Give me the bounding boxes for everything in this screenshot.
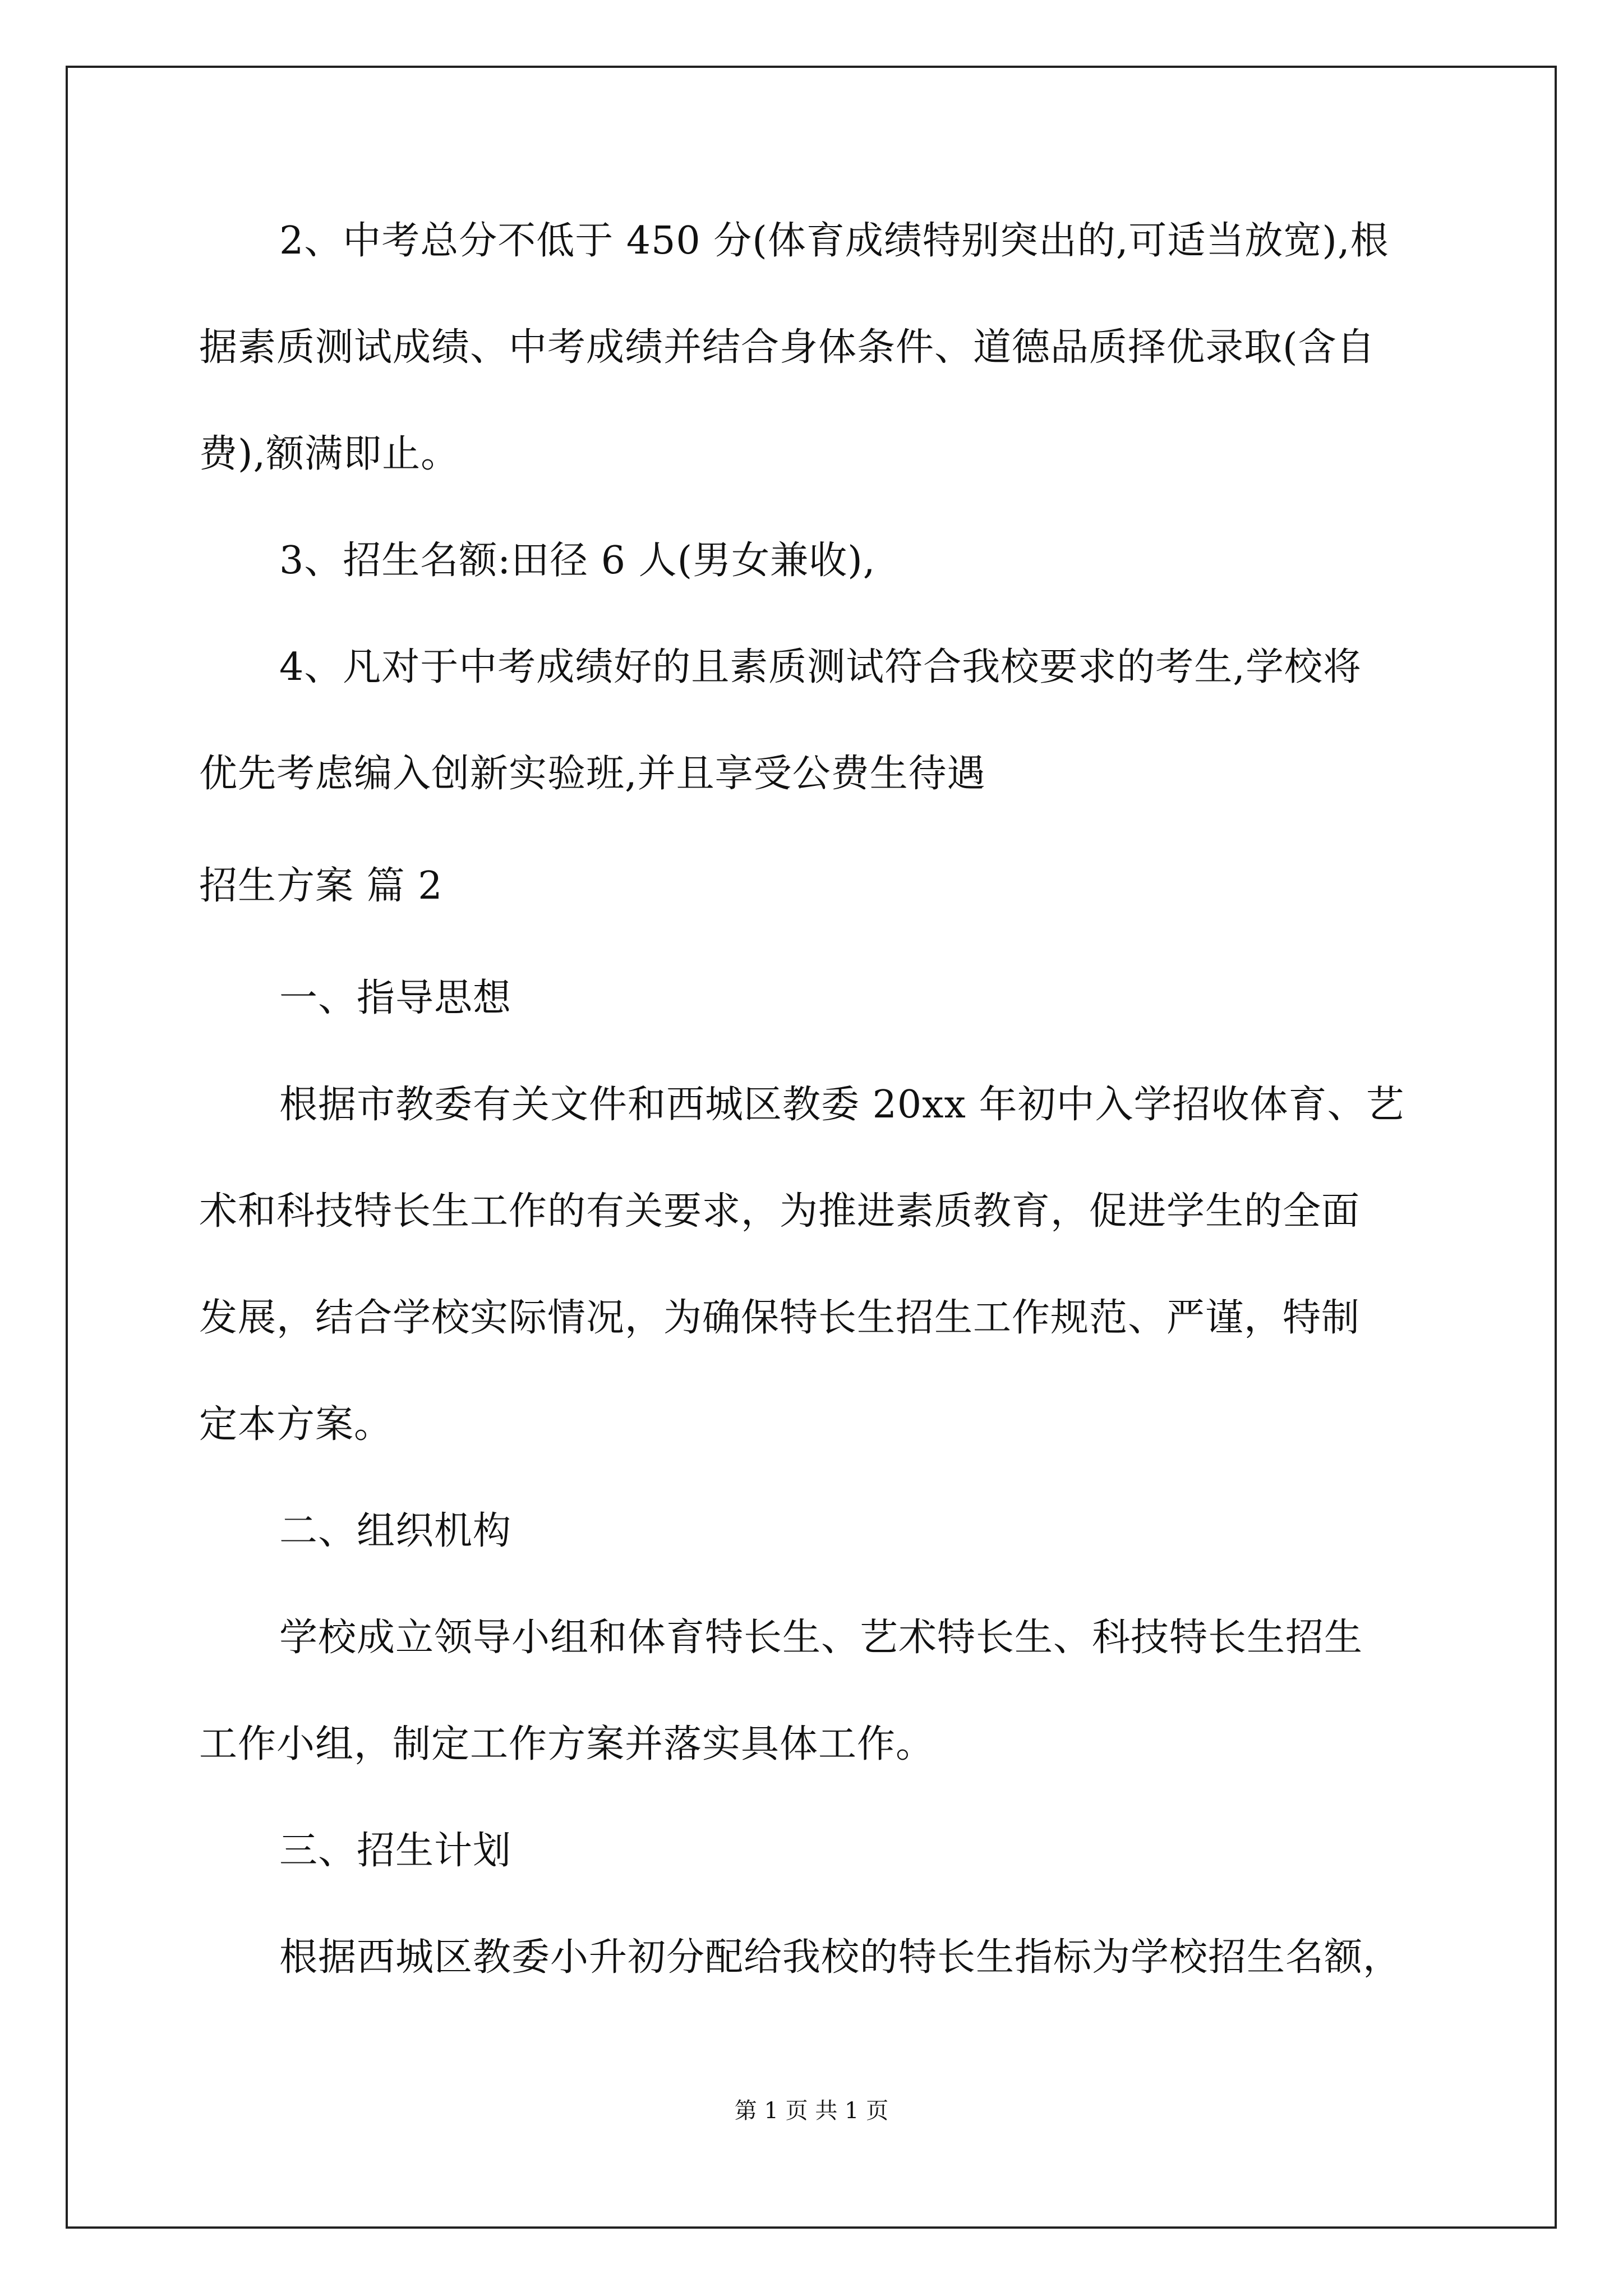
page-footer: 第 1 页 共 1 页 (734, 2098, 889, 2124)
text-line: 工作小组，制定工作方案并落实具体工作。 (199, 1722, 935, 1766)
text-line: 优先考虑编入创新实验班,并且享受公费生待遇 (199, 752, 986, 796)
text-line: 4、凡对于中考成绩好的且素质测试符合我校要求的考生,学校将 (279, 645, 1362, 689)
text-line: 发展，结合学校实际情况，为确保特长生招生工作规范、严谨，特制 (199, 1296, 1361, 1340)
text-line: 定本方案。 (199, 1402, 393, 1447)
text-line: 根据西城区教委小升初分配给我校的特长生指标为学校招生名额， (279, 1935, 1402, 1980)
text-line: 2、中考总分不低于 450 分(体育成绩特别突出的,可适当放宽),根 (279, 219, 1389, 263)
text-line: 根据市教委有关文件和西城区教委 20xx 年初中入学招收体育、艺 (279, 1083, 1405, 1127)
section-heading: 招生方案 篇 2 (199, 864, 443, 908)
text-line: 学校成立领导小组和体育特长生、艺术特长生、科技特长生招生 (279, 1616, 1363, 1660)
subheading: 二、组织机构 (279, 1509, 512, 1553)
text-line: 费),额满即止。 (199, 432, 460, 476)
subheading: 三、招生计划 (279, 1829, 512, 1873)
text-line: 术和科技特长生工作的有关要求，为推进素质教育，促进学生的全面 (199, 1189, 1361, 1234)
text-line: 3、招生名额:田径 6 人(男女兼收), (279, 539, 876, 583)
subheading: 一、指导思想 (279, 976, 512, 1020)
page-border (66, 66, 1557, 2229)
text-line: 据素质测试成绩、中考成绩并结合身体条件、道德品质择优录取(含自 (199, 325, 1376, 370)
